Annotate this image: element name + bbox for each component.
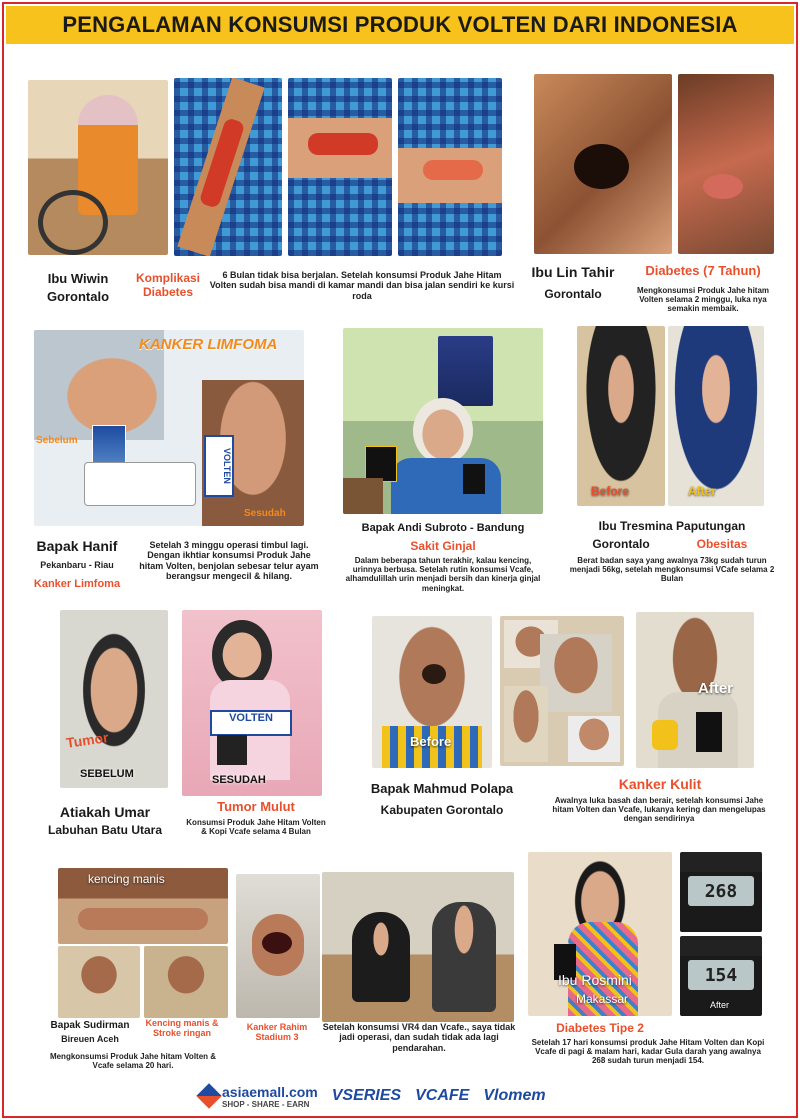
tresmina-after-label: After <box>688 484 717 498</box>
photo-hanif-after: Sesudah <box>244 508 286 519</box>
title-bar <box>6 6 794 44</box>
t8-city: Bireuen Aceh <box>61 1034 119 1044</box>
t5-condition: Obesitas <box>696 537 748 551</box>
t5-desc: Berat badan saya yang awalnya 73kg sudah turun menjadi 56kg, setelah mengkonsumsi VCafe selama 2 Bulan <box>569 556 775 584</box>
photo-hanif-collage: KANKER LIMFOMA VOLTEN Sebelum Sesudah <box>34 330 304 526</box>
t6-desc: Konsumsi Produk Jahe Hitam Volten & Kopi Vcafe selama 4 Bulan <box>186 818 326 837</box>
t2-condition: Diabetes (7 Tahun) <box>645 263 761 278</box>
photo-mahmud-collage <box>500 616 624 766</box>
photo-wiwin-wheelchair <box>28 80 168 255</box>
photo-atiakah-after: VOLTEN SESUDAH <box>182 610 322 796</box>
photo-sudirman-1 <box>58 946 140 1018</box>
photo-meter-after <box>680 936 762 1016</box>
rosmini-city-overlay: Makassar <box>576 992 629 1006</box>
photo-meter-before <box>680 852 762 932</box>
footer-tagline: SHOP - SHARE - EARN <box>222 1099 310 1109</box>
footer-brand-vcafe: VCAFE <box>415 1087 470 1104</box>
t7-condition: Kanker Kulit <box>618 776 702 792</box>
t1-city: Gorontalo <box>46 289 110 304</box>
t8-condition: Kencing manis & Stroke ringan <box>145 1018 219 1039</box>
t5-city: Gorontalo <box>592 537 650 551</box>
t9-condition: Kanker Rahim Stadium 3 <box>246 1022 308 1043</box>
t7-name: Bapak Mahmud Polapa <box>370 781 514 796</box>
t2-desc: Mengkonsumsi Produk Jahe hitam Volten selama 2 minggu, luka nya semakin membaik. <box>636 286 770 314</box>
photo-andi <box>343 328 543 514</box>
atiakah-before-label: SEBELUM <box>80 768 134 780</box>
meter-before-value: 268 <box>688 876 754 906</box>
asiaemall-mark-icon <box>196 1083 221 1108</box>
t8-name: Bapak Sudirman <box>50 1020 130 1031</box>
t8-desc: Mengkonsumsi Produk Jahe hitam Volten & Vcafe selama 20 hari. <box>49 1052 217 1071</box>
photo-mahmud-after <box>636 612 754 768</box>
t1-desc: 6 Bulan tidak bisa berjalan. Setelah konsumsi Produk Jahe Hitam Volten sudah bisa mandi di kamar mandi dan bisa jalan sendiri ke kursi roda <box>209 270 515 301</box>
t3-city: Pekanbaru - Riau <box>40 560 114 570</box>
t3-name: Bapak Hanif <box>36 538 118 554</box>
t1-condition: Komplikasi Diabetes <box>135 271 201 299</box>
photo-atiakah-before <box>60 610 168 788</box>
photo-sudirman-2 <box>144 946 228 1018</box>
t6-condition: Tumor Mulut <box>217 799 295 814</box>
atiakah-after-label: SESUDAH <box>212 774 266 786</box>
photo-mahmud-before <box>372 616 492 768</box>
asiaemall-logo <box>200 1084 318 1109</box>
photo-wiwin-wound-1 <box>174 78 282 256</box>
photo-rahim-hand <box>236 874 320 1018</box>
page-title: PENGALAMAN KONSUMSI PRODUK VOLTEN DARI INDONESIA <box>62 12 738 37</box>
photo-hanif-before: Sebelum <box>36 435 78 446</box>
t2-city: Gorontalo <box>544 287 602 301</box>
t3-condition: Kanker Limfoma <box>33 578 121 590</box>
tresmina-before-label: Before <box>591 484 630 498</box>
photo-tresmina-before <box>577 326 665 506</box>
footer-brand-vlomem: Vlomem <box>483 1087 546 1104</box>
t1-name: Ibu Wiwin <box>47 271 109 286</box>
sudirman-overlay: kencing manis <box>88 872 165 886</box>
meter-after-value: 154 <box>688 960 754 990</box>
photo-hanif-title: KANKER LIMFOMA <box>139 336 278 353</box>
t5-name: Ibu Tresmina Paputungan <box>598 519 746 533</box>
t9-desc: Setelah konsumsi VR4 dan Vcafe., saya tidak jadi operasi, dan sudah tidak ada lagi pendarahan. <box>322 1022 516 1053</box>
rosmini-name-overlay: Ibu Rosmini <box>558 972 632 988</box>
photo-wiwin-wound-2 <box>288 78 392 256</box>
tumor-scribble: Tumor <box>65 729 110 751</box>
photo-rosmini <box>528 852 672 1016</box>
footer-brand-vseries: VSERIES <box>331 1087 402 1104</box>
footer-logos <box>200 1078 600 1114</box>
t4-condition: Sakit Ginjal <box>410 539 476 553</box>
t10-desc: Setelah 17 hari konsumsi produk Jahe Hitam Volten dan Kopi Vcafe di pagi & malam hari, kadar Gula darah yang awalnya 268 sudah turun menjadi 154. <box>531 1038 765 1066</box>
photo-lin-wound-1 <box>534 74 672 254</box>
t6-city: Labuhan Batu Utara <box>47 823 162 837</box>
t3-desc: Setelah 3 minggu operasi timbul lagi. Dengan ikhtiar konsumsi Produk Jahe hitam Volten, benjolan sebesar telur ayam berangsur mengecil & hilang. <box>139 540 319 582</box>
photo-sudirman-top <box>58 868 228 944</box>
t10-condition: Diabetes Tipe 2 <box>556 1021 644 1035</box>
mahmud-after-label: After <box>698 680 734 697</box>
t7-desc: Awalnya luka basah dan berair, setelah konsumsi Jahe hitam Volten dan Vcafe, lukanya kering dan mengelupas dengan sendirinya <box>552 796 766 824</box>
t4-desc: Dalam beberapa tahun terakhir, kalau kencing, urinnya berbusa. Setelah rutin konsumsi Vcafe, alhamdulillah urin menjadi bersih dan kinerja ginjal meningkat. <box>345 556 541 593</box>
photo-tresmina-after <box>668 326 764 506</box>
mahmud-before-label: Before <box>410 734 452 749</box>
photo-rahim-couple <box>322 872 514 1022</box>
t7-city: Kabupaten Gorontalo <box>380 803 504 817</box>
meter-after-label: After <box>710 1000 730 1010</box>
footer-site: asiaemall.com <box>222 1083 318 1100</box>
photo-wiwin-wound-3 <box>398 78 502 256</box>
photo-lin-wound-2 <box>678 74 774 254</box>
t2-name: Ibu Lin Tahir <box>531 264 615 280</box>
t6-name: Atiakah Umar <box>59 804 151 820</box>
t4-name: Bapak Andi Subroto - Bandung <box>361 522 525 534</box>
